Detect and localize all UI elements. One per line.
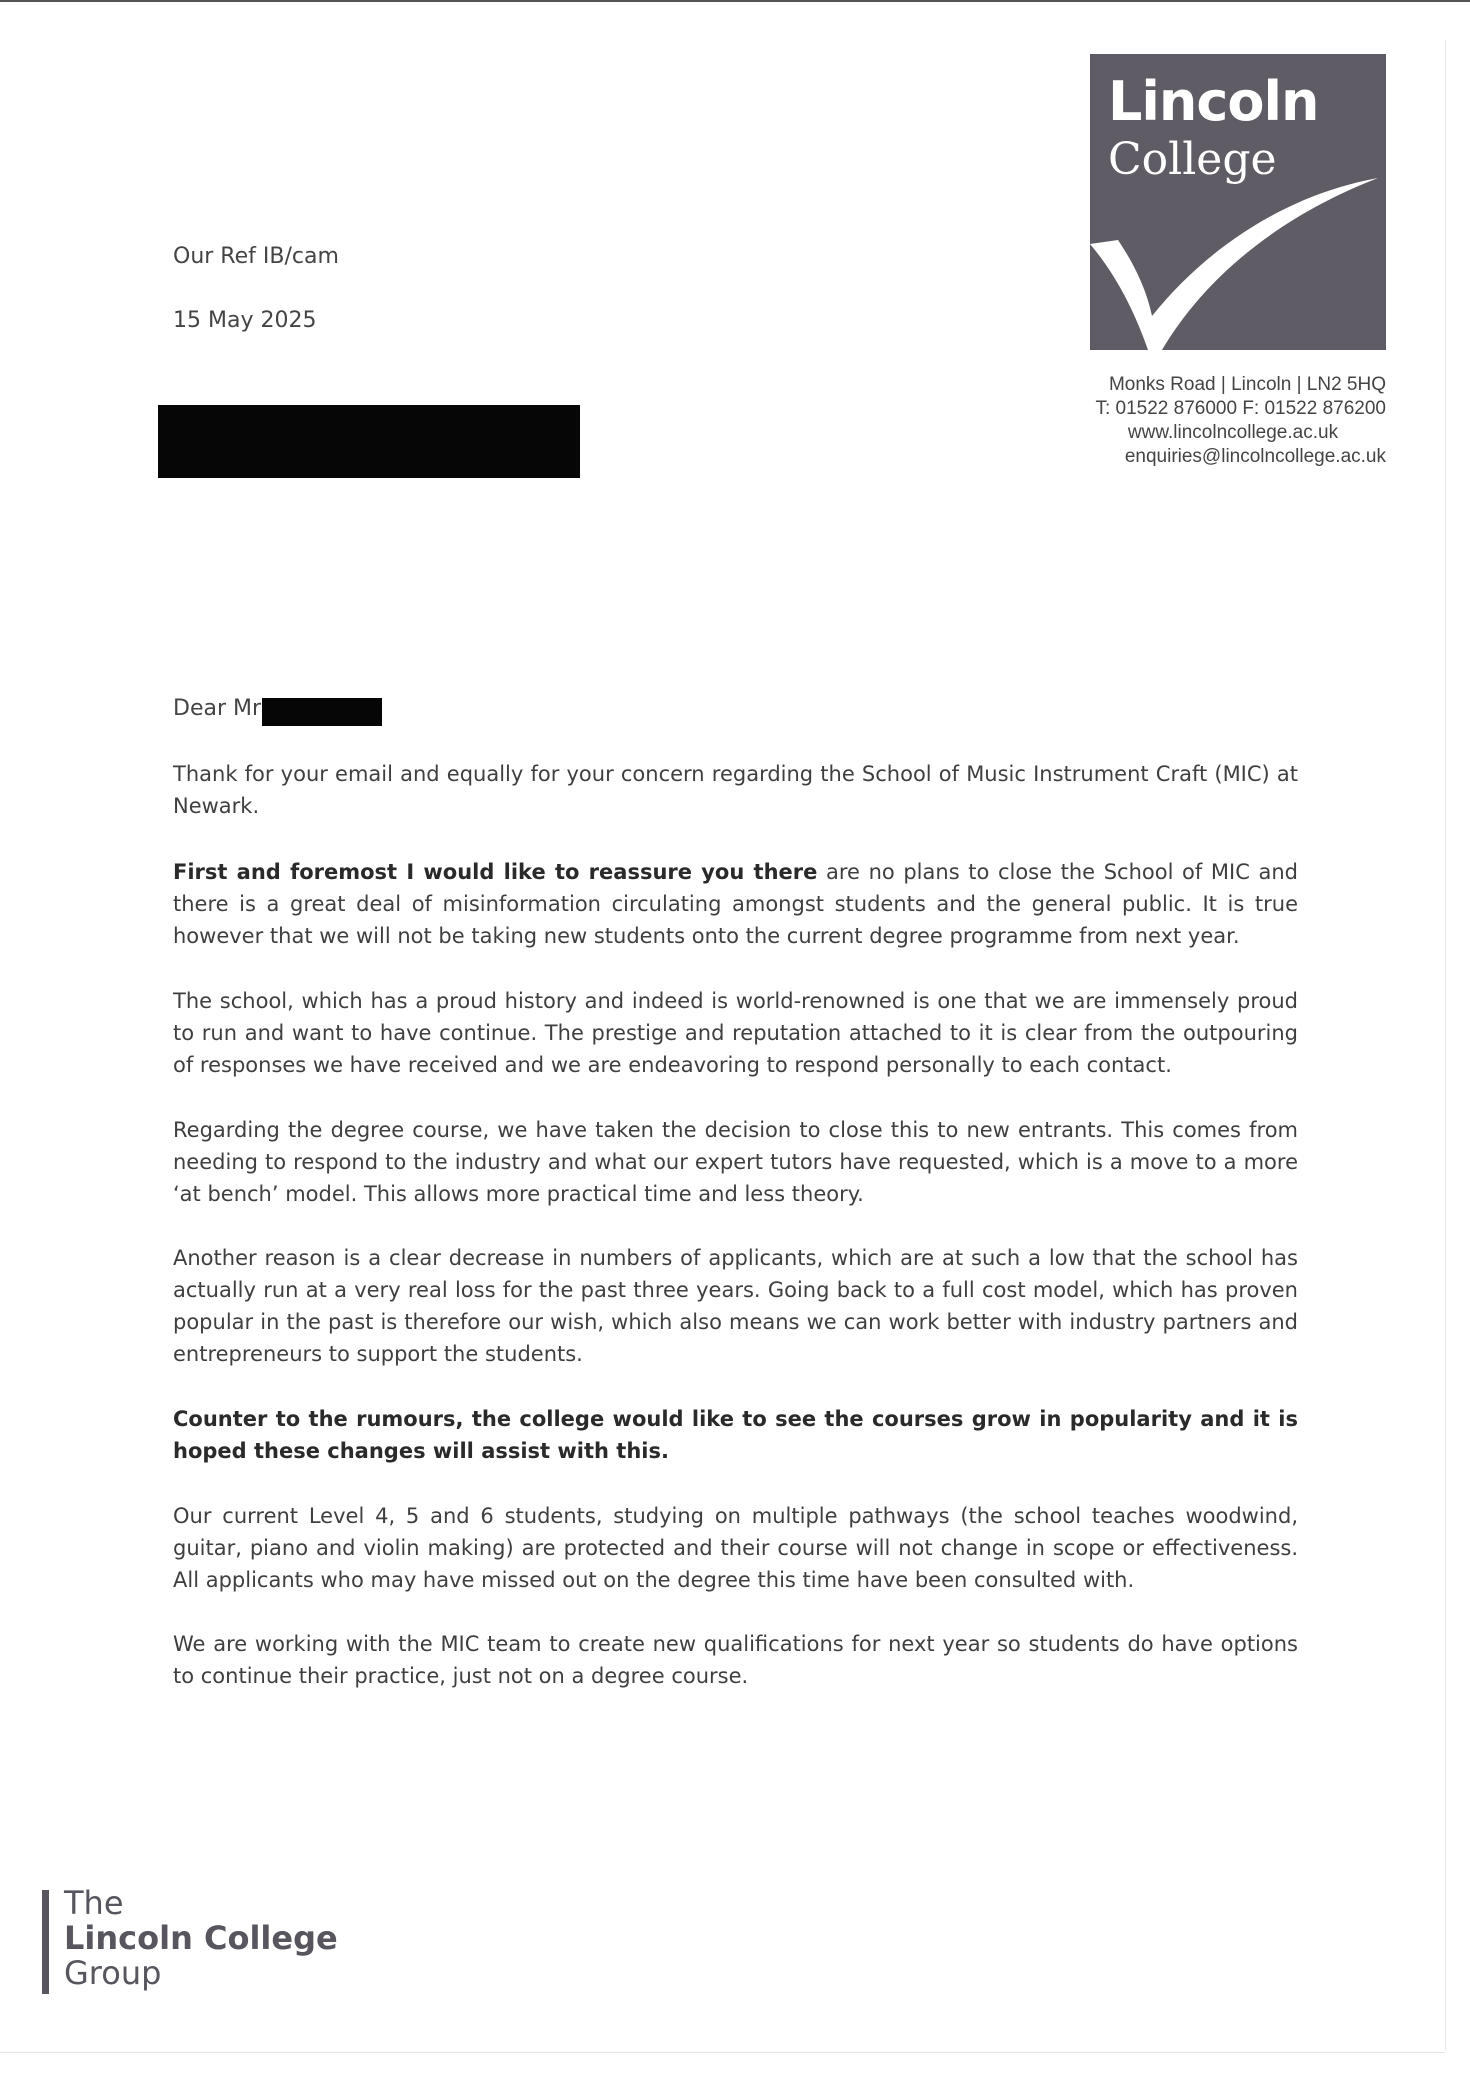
- redacted-recipient-name: [262, 698, 382, 726]
- page-top-border: [0, 0, 1470, 2]
- redacted-recipient-address: [158, 405, 580, 478]
- address-line: Monks Road | Lincoln | LN2 5HQ: [1108, 374, 1386, 395]
- reference-line: Our Ref IB/cam: [173, 244, 339, 269]
- body-paragraph-6: Counter to the rumours, the college would like to see the courses grow in popularity and it is hoped these changes will assist with this.: [173, 1407, 1298, 1463]
- group-logo-text: [64, 1886, 338, 1991]
- body-paragraph-8: We are working with the MIC team to create new qualifications for next year so students do have options to continue their practice, just not on a degree course.: [173, 1632, 1298, 1688]
- address-phone-line: T: 01522 876000 F: 01522 876200: [1095, 398, 1386, 419]
- group-logo-line-the: The: [64, 1884, 124, 1922]
- lincoln-college-logo: [1090, 54, 1386, 350]
- body-paragraph-1: Thank for your email and equally for your concern regarding the School of Music Instrument Craft (MIC) at Newark.: [173, 762, 1298, 818]
- body-paragraph-2: [173, 856, 1298, 952]
- letter-date: 15 May 2025: [173, 308, 317, 333]
- address-email: enquiries@lincolncollege.ac.uk: [1124, 446, 1386, 467]
- group-logo-line-name: Lincoln College: [64, 1919, 338, 1957]
- logo-title-college: College: [1108, 134, 1277, 185]
- paragraph-2-lead: First and foremost I would like to reassure you there: [173, 860, 818, 884]
- page-bottom-edge: [0, 2052, 1445, 2053]
- college-address: [1040, 373, 1386, 469]
- group-logo-bar: [42, 1890, 49, 1994]
- salutation: Dear Mr: [173, 696, 262, 721]
- address-website: www.lincolncollege.ac.uk: [1127, 422, 1339, 443]
- logo-title-lincoln: Lincoln: [1108, 70, 1319, 133]
- body-paragraph-7: Our current Level 4, 5 and 6 students, studying on multiple pathways (the school teaches woodwind, guitar, piano and violin making) are protected and their course will not change in scope or effectiveness. All applicants who may have missed out on the degree this time have been consulted with.: [173, 1504, 1298, 1592]
- paragraph-2-rest: are no plans to close the School of MIC and there is a great deal of misinformation circulating amongst students and the general public. It is true however that we will not be taking new students onto the current degree programme from next year.: [173, 860, 1298, 948]
- group-logo-line-group: Group: [64, 1954, 162, 1992]
- body-paragraph-4: Regarding the degree course, we have taken the decision to close this to new entrants. This comes from needing to respond to the industry and what our expert tutors have requested, which is a move to a more ‘at bench’ model. This allows more practical time and less theory.: [173, 1118, 1298, 1206]
- body-paragraph-3: The school, which has a proud history and indeed is world-renowned is one that we are immensely proud to run and want to have continue. The prestige and reputation attached to it is clear from the outpouring of responses we have received and we are endeavoring to respond personally to each contact.: [173, 989, 1298, 1077]
- page-right-edge: [1445, 40, 1446, 2050]
- body-paragraph-5: Another reason is a clear decrease in numbers of applicants, which are at such a low that the school has actually run at a very real loss for the past three years. Going back to a full cost model, which has proven popular in the past is therefore our wish, which also means we can work better with industry partners and entrepreneurs to support the students.: [173, 1246, 1298, 1366]
